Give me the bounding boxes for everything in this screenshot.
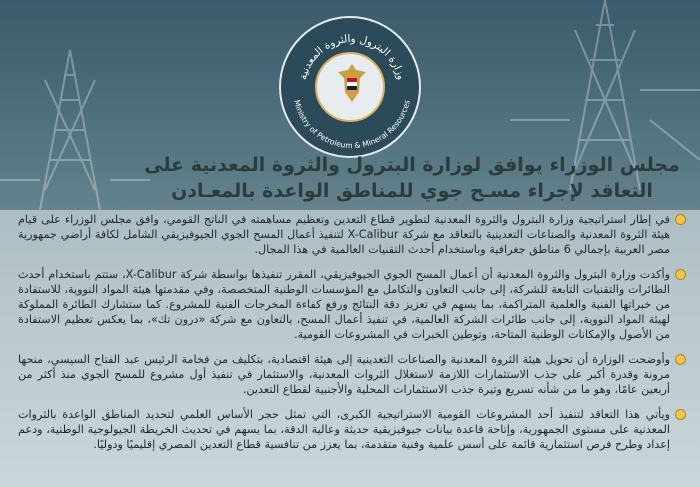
paragraph-text: وأكدت وزارة البترول والثروة المعدنية أن أعمال المسح الجوي الجيوفيزيقي، المقرر تنفيذها بواسطة شركة X-Calibur، ستتم باستخدام أحدث الطائرات والتقنيات التابعة للشركة، إلى جانب التعاون والتكامل مع المؤسسات الوطنية المتخصصة، وفي مقدمتها هيئة المواد النووية، للاستفادة من خبراتها الفنية والعلمية المتراكمة، بما يسهم في تعزيز دقة النتائج ورفع كفاءة المخرجات الفنية للمشروع. كما ستشارك الطائرة المملوكة لهيئة المواد النووية، إلى جانب طائرات الشركة العالمية، في تنفيذ أعمال المسح، بالتعاون مع شركة «درون تك»، بما يعكس تعظيم الاستفادة من الأصول والإمكانات الوطنية المتاحة، وتوطين الخبرات في المشروعات القومية. <box>18 268 670 341</box>
headline-line-2: التعاقد لإجراء مسـح جوي للمناطق الواعدة بالمعـادن <box>171 180 653 202</box>
paragraph-1 <box>18 212 686 257</box>
paragraph-text: ويأتي هذا التعاقد لتنفيذ أحد المشروعات القومية الاستراتيجية الكبرى، التي تمثل حجر الأساس العلمي لتحديد المناطق الواعدة بالثروات المعدنية على مستوى الجمهورية، وإتاحة قاعدة بيانات جيوفيزيقية حديثة وعالية الدقة، بما يسهم في تحديث الخريطة الجيولوجية الوطنية، ودعم إعداد وطرح فرص استثمارية قائمة على أسس علمية وفنية متقدمة، بما يعزز من تنافسية قطاع التعدين المصري إقليميًا ودوليًا. <box>18 408 670 451</box>
paragraph-2 <box>18 267 686 342</box>
bullet-icon <box>675 269 686 280</box>
eagle-icon <box>335 62 369 106</box>
oil-rig-left-graphic <box>0 40 150 210</box>
headline-line-1: مجلس الوزراء يوافق لوزارة البترول والثروة المعدنية على <box>144 154 680 176</box>
logo-ar-text: وزارة البترول والثروة المعدنية <box>296 32 408 82</box>
paragraph-3 <box>18 352 686 397</box>
paragraph-text: وأوضحت الوزارة أن تحويل هيئة الثروة المعدنية والصناعات التعدينية إلى هيئة اقتصادية، بتكليف من فخامة الرئيس عبد الفتاح السيسي، منحها مرونة وقدرة أكبر على جذب الاستثمارات اللازمة لاستغلال الثروات المعدنية، والاستثمار في تنفيذ أول مشروع للمسح الجوي منذ أكثر من أربعين عامًا، وهو ما من شأنه تسريع وتيرة جذب الاستثمارات المحلية والأجنبية لقطاع التعدين. <box>18 353 670 396</box>
paragraph-text: في إطار استراتيجية وزارة البترول والثروة المعدنية لتطوير قطاع التعدين وتعظيم مساهمته في الناتج القومي، وافق مجلس الوزراء على قيام هيئة الثروة المعدنية والصناعات التعدينية بالتعاقد مع شركة X-Calibur لتنفيذ أعمال المسح الجوي الجيوفيزيقي الشامل لكافة أراضي جمهورية مصر العربية بإجمالي 6 مناطق جغرافية وباستخدام أحدث التقنيات العالمية في هذا المجال. <box>18 213 670 256</box>
headline <box>140 152 684 204</box>
ministry-logo <box>279 16 421 158</box>
bullet-icon <box>675 354 686 365</box>
bullet-icon <box>675 214 686 225</box>
logo-emblem <box>315 52 385 122</box>
logo-en-text: Ministry of Petroleum & Mineral Resources <box>292 99 412 151</box>
paragraph-4 <box>18 407 686 452</box>
bullet-icon <box>675 409 686 420</box>
body-paragraphs <box>18 212 686 462</box>
